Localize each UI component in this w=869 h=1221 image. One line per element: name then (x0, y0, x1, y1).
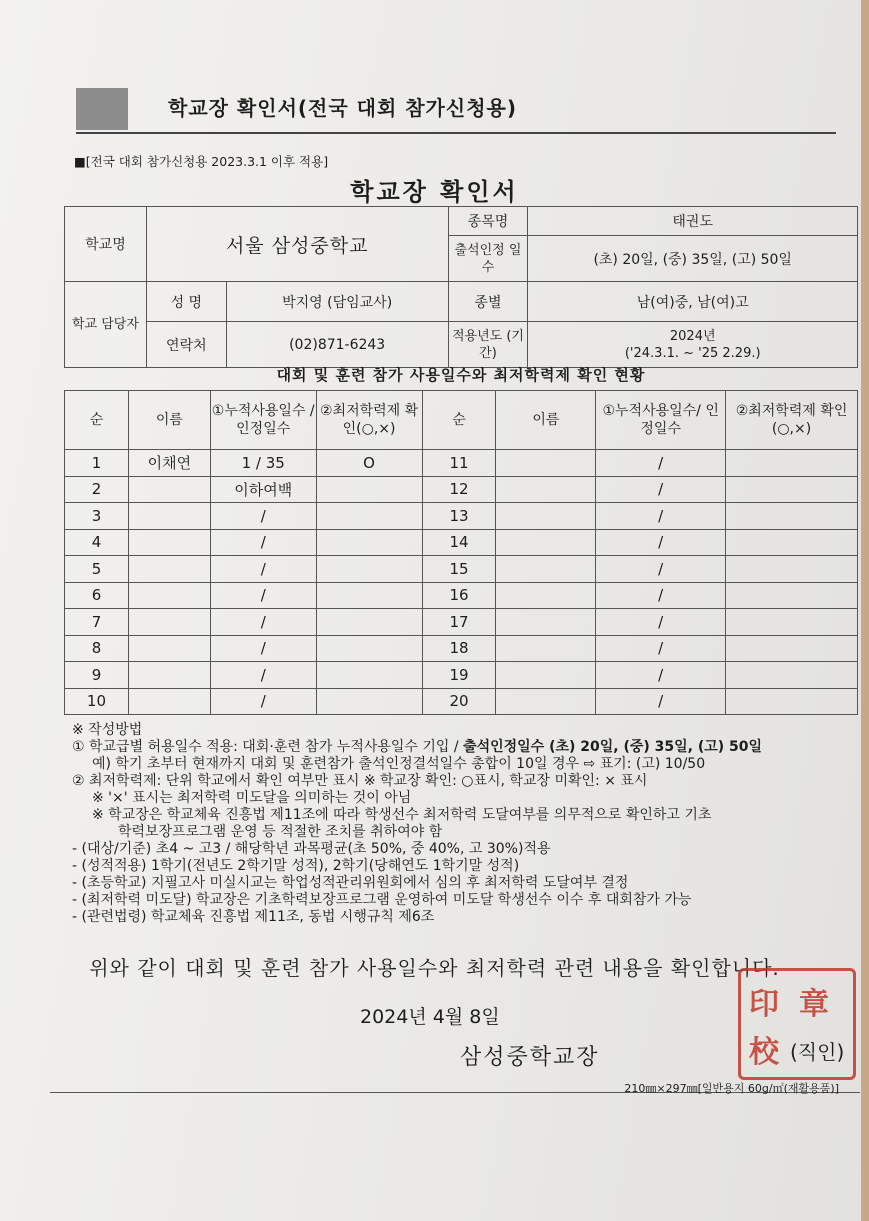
roster-cell (316, 556, 422, 583)
attend-label: 출석인정 일수 (448, 236, 528, 282)
note-2: ② 최저학력제: 단위 학교에서 확인 여부만 표시 ※ 학교장 확인: ○표시, 학교장 미확인: × 표시 (72, 773, 648, 789)
period-value: ('24.3.1. ~ '25 2.29.) (624, 345, 761, 361)
roster-cell (726, 476, 858, 503)
banner-title: 학교장 확인서(전국 대회 참가신청용) (168, 96, 517, 120)
table-row (65, 609, 858, 636)
roster-cell: / (596, 609, 726, 636)
roster-cell: 2 (65, 476, 129, 503)
table-row (65, 582, 858, 609)
roster-cell: 이채연 (128, 450, 210, 477)
roster-cell: 이하여백 (210, 476, 316, 503)
table-row (65, 635, 858, 662)
roster-cell (128, 503, 210, 530)
roster-cell (316, 688, 422, 715)
school-value: 서울 삼성중학교 (146, 207, 448, 282)
roster-cell (128, 529, 210, 556)
roster-cell: / (210, 556, 316, 583)
roster-cell (316, 609, 422, 636)
roster-header-cell: 순 (422, 391, 496, 450)
event-label: 종목명 (448, 207, 528, 236)
roster-cell (496, 556, 596, 583)
roster-cell: 20 (422, 688, 496, 715)
roster-cell (128, 476, 210, 503)
roster-cell: / (596, 476, 726, 503)
table-row (65, 556, 858, 583)
roster-cell (316, 662, 422, 689)
table-row (65, 662, 858, 689)
roster-cell (726, 529, 858, 556)
gender-label: 종별 (448, 282, 528, 322)
issue-date: 2024년 4월 8일 (360, 1006, 500, 1028)
note-8: - (초등학교) 지필고사 미실시교는 학업성적관리위원회에서 심의 후 최저학력 도달여부 결정 (72, 875, 629, 891)
roster-cell: 17 (422, 609, 496, 636)
roster-cell: / (210, 503, 316, 530)
table-row (65, 529, 858, 556)
roster-cell: 1 (65, 450, 129, 477)
roster-cell (316, 503, 422, 530)
note-3: ※ '×' 표시는 최저학력 미도달을 의미하는 것이 아님 (92, 790, 412, 806)
school-info-table (64, 206, 858, 368)
signer-name: 삼성중학교장 (460, 1045, 600, 1070)
roster-header-row (65, 391, 858, 450)
stamp-label: (직인) (790, 1040, 845, 1064)
name-label: 성 명 (146, 282, 226, 322)
roster-cell: 10 (65, 688, 129, 715)
roster-cell: 3 (65, 503, 129, 530)
roster-cell: 11 (422, 450, 496, 477)
table-row (65, 503, 858, 530)
roster-cell: 14 (422, 529, 496, 556)
roster-cell: O (316, 450, 422, 477)
note-5: 학력보장프로그램 운영 등 적절한 조치를 취하여야 함 (118, 824, 443, 840)
roster-cell: 15 (422, 556, 496, 583)
roster-cell: 9 (65, 662, 129, 689)
event-value: 태권도 (528, 207, 858, 236)
table-row (65, 688, 858, 715)
roster-cell: 6 (65, 582, 129, 609)
roster-cell (128, 609, 210, 636)
note-4: ※ 학교장은 학교체육 진흥법 제11조에 따라 학생선수 최저학력 도달여부를 의무적으로 확인하고 기초 (92, 807, 712, 823)
year-label: 적용년도 (기간) (448, 322, 528, 368)
roster-cell (128, 688, 210, 715)
year-cell (528, 322, 858, 368)
contact-label: 연락처 (146, 322, 226, 368)
roster-cell: / (210, 635, 316, 662)
roster-cell (726, 582, 858, 609)
roster-cell: / (596, 662, 726, 689)
roster-cell: / (596, 556, 726, 583)
roster-cell: / (596, 450, 726, 477)
section-title: 대회 및 훈련 참가 사용일수와 최저학력제 확인 현황 (276, 366, 646, 384)
roster-cell: / (596, 635, 726, 662)
year-value: 2024년 (669, 328, 716, 344)
staff-label: 학교 담당자 (65, 282, 147, 368)
roster-header-cell: 이름 (128, 391, 210, 450)
note-7: - (성적적용) 1학기(전년도 2학기말 성적), 2학기(당해연도 1학기말 성적) (72, 858, 520, 874)
roster-cell: 19 (422, 662, 496, 689)
roster-cell: 1 / 35 (210, 450, 316, 477)
roster-cell (496, 450, 596, 477)
roster-cell: 13 (422, 503, 496, 530)
table-row (65, 450, 858, 477)
roster-cell (726, 450, 858, 477)
banner (76, 88, 836, 134)
banner-shade (76, 88, 128, 130)
roster-cell: 8 (65, 635, 129, 662)
roster-header-cell: ①누적사용일수/ 인정일수 (596, 391, 726, 450)
roster-cell (128, 556, 210, 583)
notes-heading: ※ 작성방법 (72, 722, 143, 738)
note-1-example: 예) 학기 초부터 현재까지 대회 및 훈련참가 출석인정결석일수 총합이 10일 경우 ⇨ 표기: (고) 10/50 (92, 756, 706, 772)
roster-header-cell: ②최저학력제 확인(○,×) (316, 391, 422, 450)
roster-cell: 18 (422, 635, 496, 662)
applicability-note: ■[전국 대회 참가신청용 2023.3.1 이후 적용] (74, 154, 329, 169)
roster-cell (316, 635, 422, 662)
roster-cell: 16 (422, 582, 496, 609)
roster-cell: / (596, 582, 726, 609)
note-9: - (최저학력 미도달) 학교장은 기초학력보장프로그램 운영하여 미도달 학생선수 이수 후 대회참가 가능 (72, 892, 692, 908)
name-value: 박지영 (담임교사) (226, 282, 448, 322)
roster-cell (128, 582, 210, 609)
roster-cell (726, 503, 858, 530)
roster-cell: / (210, 688, 316, 715)
confirmation-statement: 위와 같이 대회 및 훈련 참가 사용일수와 최저학력 관련 내용을 확인합니다. (89, 956, 780, 980)
roster-header-cell: 순 (65, 391, 129, 450)
roster-cell (496, 582, 596, 609)
note-6: - (대상/기준) 초4 ~ 고3 / 해당학년 과목평균(초 50%, 중 40%, 고 30%)적용 (72, 841, 551, 857)
official-seal-icon: 印 章 校 (738, 968, 856, 1080)
roster-cell (726, 635, 858, 662)
note-10: - (관련법령) 학교체육 진흥법 제11조, 동법 시행규칙 제6조 (72, 909, 435, 925)
roster-header-cell: ②최저학력제 확인(○,×) (726, 391, 858, 450)
paper-spec: 210㎜×297㎜[일반용지 60g/㎡(재활용품)] (624, 1082, 839, 1095)
roster-cell (316, 476, 422, 503)
note-1: ① 학교급별 허용일수 적용: 대회·훈련 참가 누적사용일수 기입 / 출석인정일수 (초) 20일, (중) 35일, (고) 50일 (72, 739, 763, 755)
roster-cell (316, 529, 422, 556)
attend-value: (초) 20일, (중) 35일, (고) 50일 (528, 236, 858, 282)
roster-cell (316, 582, 422, 609)
roster-cell (726, 688, 858, 715)
school-label: 학교명 (65, 207, 147, 282)
roster-cell (726, 662, 858, 689)
roster-cell: / (210, 662, 316, 689)
roster-cell (128, 662, 210, 689)
roster-cell (726, 609, 858, 636)
roster-cell: / (596, 503, 726, 530)
roster-cell (496, 476, 596, 503)
roster-cell: / (210, 609, 316, 636)
contact-value: (02)871-6243 (226, 322, 448, 368)
roster-cell (496, 503, 596, 530)
roster-table (64, 390, 858, 715)
writing-instructions (72, 722, 862, 926)
gender-value: 남(여)중, 남(여)고 (528, 282, 858, 322)
roster-cell: / (210, 529, 316, 556)
roster-cell: 5 (65, 556, 129, 583)
document-title: 학교장 확인서 (350, 178, 519, 206)
roster-cell (496, 635, 596, 662)
roster-cell (496, 662, 596, 689)
roster-header-cell: 이름 (496, 391, 596, 450)
roster-cell (128, 635, 210, 662)
roster-cell: / (596, 529, 726, 556)
roster-cell: 7 (65, 609, 129, 636)
roster-cell (496, 529, 596, 556)
roster-cell: 4 (65, 529, 129, 556)
roster-header-cell: ①누적사용일수 /인정일수 (210, 391, 316, 450)
roster-cell: 12 (422, 476, 496, 503)
roster-cell (726, 556, 858, 583)
roster-cell: / (596, 688, 726, 715)
roster-cell (496, 688, 596, 715)
table-row (65, 476, 858, 503)
roster-cell: / (210, 582, 316, 609)
roster-cell (496, 609, 596, 636)
